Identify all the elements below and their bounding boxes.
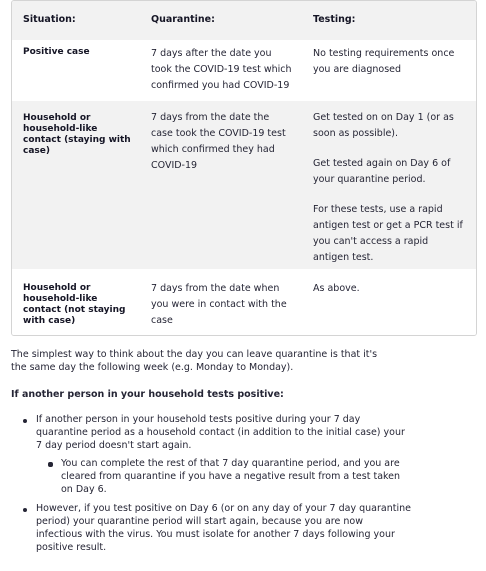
text-line: with case) <box>23 316 76 326</box>
text-line: Household or <box>23 113 91 123</box>
sub-bullet-icon <box>48 462 53 467</box>
text-line: Household or <box>23 283 91 293</box>
text-line: household-like <box>23 294 98 304</box>
testing-positive-case <box>313 46 473 78</box>
bullet-household-positive <box>36 413 476 452</box>
text-line: However, if you test positive on Day 6 (or on any day of your 7 day quarantine <box>36 503 411 514</box>
text-line: antigen test or get a PCR test if <box>313 220 463 231</box>
text-line: Get tested on on Day 1 (or as <box>313 112 454 123</box>
text-line: the same day the following week (e.g. Monday to Monday). <box>11 362 294 373</box>
text-line: period) your quarantine period will start again, because you are now <box>36 516 363 527</box>
text-line: case took the COVID-19 test <box>151 128 286 139</box>
situation-positive-case: Positive case <box>23 47 90 57</box>
text-line: household-like <box>23 124 98 134</box>
text-line: confirmed you had COVID-19 <box>151 80 290 91</box>
text-line: infectious with the virus. You must isolate for another 7 days following your <box>36 529 395 540</box>
text-line: you are diagnosed <box>313 64 402 75</box>
text-line: 7 days from the date when <box>151 283 280 294</box>
quarantine-household-not-staying <box>151 281 301 329</box>
text-line: you can't access a rapid <box>313 236 429 247</box>
table-row-household-not-staying <box>12 269 476 336</box>
text-line: case <box>151 315 173 326</box>
text-line: you were in contact with the <box>151 299 287 310</box>
testing-household-staying <box>313 110 473 266</box>
text-line: your quarantine period. <box>313 174 426 185</box>
header-quarantine: Quarantine: <box>151 14 215 25</box>
text-line: cleared from quarantine if you have a negative result from a test taken <box>61 471 401 482</box>
header-situation: Situation: <box>23 14 76 25</box>
text-line: COVID-19 <box>151 160 198 171</box>
text-line: You can complete the rest of that 7 day quarantine period, and you are <box>61 458 400 469</box>
sub-bullet-complete-quarantine <box>61 457 476 496</box>
table-header-row <box>12 1 476 40</box>
text-line: 7 day period doesn't start again. <box>36 440 192 451</box>
text-line: The simplest way to think about the day you can leave quarantine is that it's <box>11 349 378 360</box>
text-line: took the COVID-19 test which <box>151 64 292 75</box>
table-row-household-staying <box>12 101 476 269</box>
quarantine-household-staying <box>151 110 301 174</box>
bullet-icon <box>23 508 27 512</box>
text-line: case) <box>23 146 50 156</box>
testing-household-not-staying <box>313 281 473 297</box>
text-line: No testing requirements once <box>313 48 455 59</box>
text-line: For these tests, use a rapid <box>313 204 443 215</box>
text-line: contact (staying with <box>23 135 131 145</box>
text-line: which confirmed they had <box>151 144 275 155</box>
text-line: soon as possible). <box>313 128 399 139</box>
text-line: As above. <box>313 283 360 294</box>
text-line: positive result. <box>36 542 107 553</box>
quarantine-table <box>11 0 477 336</box>
situation-household-not-staying <box>23 283 143 327</box>
text-line: 7 days from the date the <box>151 112 270 123</box>
header-testing: Testing: <box>313 14 356 25</box>
bullet-test-positive-day6 <box>36 502 476 554</box>
text-line: quarantine period as a household contact (in addition to the initial case) your <box>36 427 405 438</box>
intro-paragraph <box>11 348 471 374</box>
household-positive-heading: If another person in your household tests positive: <box>11 389 284 400</box>
text-line: on Day 6. <box>61 484 107 495</box>
text-line: 7 days after the date you <box>151 48 272 59</box>
quarantine-positive-case <box>151 46 301 94</box>
text-line: Get tested again on Day 6 of <box>313 158 451 169</box>
text-line: antigen test. <box>313 252 374 263</box>
bullet-icon <box>23 419 27 423</box>
text-line: If another person in your household tests positive during your 7 day <box>36 414 361 425</box>
table-row-positive-case <box>12 40 476 101</box>
text-line: contact (not staying <box>23 305 126 315</box>
situation-household-staying <box>23 113 143 157</box>
